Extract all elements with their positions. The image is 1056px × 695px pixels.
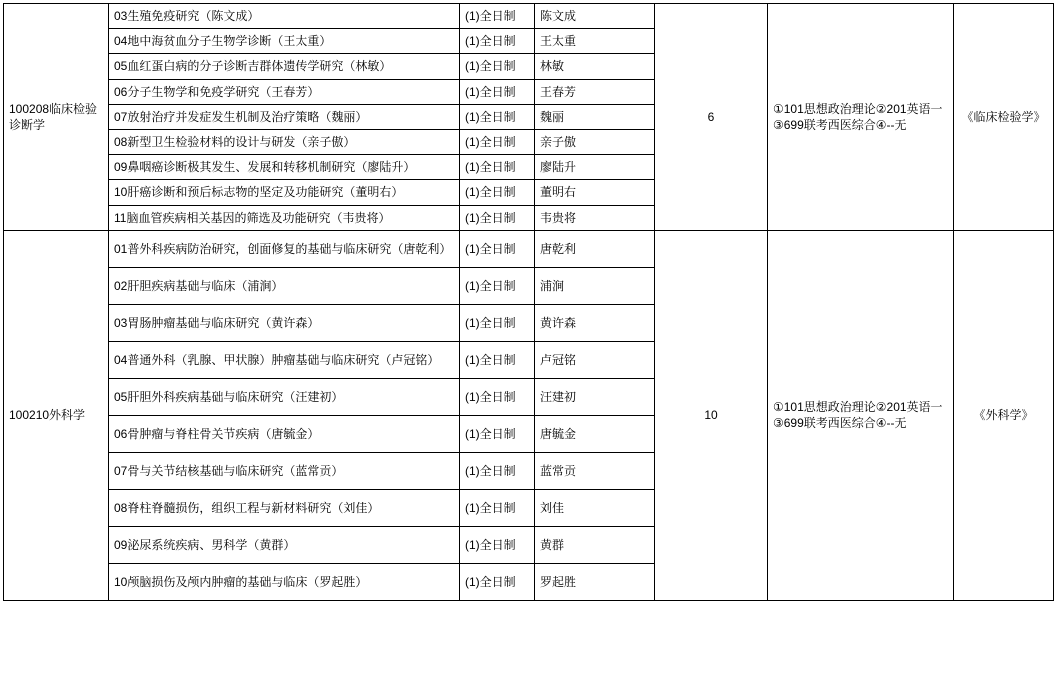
- admissions-table: [3, 3, 1054, 601]
- enrollment-cell: 10: [655, 230, 768, 600]
- direction-cell: 03生殖免疫研究（陈文成）: [109, 4, 460, 29]
- tutor-cell: 韦贵将: [535, 205, 655, 230]
- direction-cell: 05血红蛋白病的分子诊断吉群体遗传学研究（林敏）: [109, 54, 460, 79]
- study-mode-cell: (1)全日制: [460, 563, 535, 600]
- study-mode-cell: (1)全日制: [460, 205, 535, 230]
- study-mode-cell: (1)全日制: [460, 415, 535, 452]
- direction-cell: 10肝癌诊断和预后标志物的坚定及功能研究（董明右）: [109, 180, 460, 205]
- direction-cell: 07放射治疗并发症发生机制及治疗策略（魏丽）: [109, 104, 460, 129]
- tutor-cell: 廖陆升: [535, 155, 655, 180]
- direction-cell: 09泌尿系统疾病、男科学（黄群）: [109, 526, 460, 563]
- direction-cell: 11脑血管疾病相关基因的筛选及功能研究（韦贵将）: [109, 205, 460, 230]
- enrollment-cell: 6: [655, 4, 768, 231]
- direction-cell: 04地中海贫血分子生物学诊断（王太重）: [109, 29, 460, 54]
- table-body: [4, 4, 1054, 601]
- table-row: [4, 230, 1054, 267]
- tutor-cell: 黄许森: [535, 304, 655, 341]
- reference-book-cell: 《外科学》: [954, 230, 1054, 600]
- study-mode-cell: (1)全日制: [460, 452, 535, 489]
- direction-cell: 09鼻咽癌诊断极其发生、发展和转移机制研究（廖陆升）: [109, 155, 460, 180]
- study-mode-cell: (1)全日制: [460, 180, 535, 205]
- direction-cell: 02肝胆疾病基础与临床（浦涧）: [109, 267, 460, 304]
- exam-subjects-cell: ①101思想政治理论②201英语一③699联考西医综合④--无: [768, 4, 954, 231]
- study-mode-cell: (1)全日制: [460, 489, 535, 526]
- direction-cell: 08新型卫生检验材料的设计与研发（亲子傲）: [109, 129, 460, 154]
- direction-cell: 10颅脑损伤及颅内肿瘤的基础与临床（罗起胜）: [109, 563, 460, 600]
- major-cell: 100210外科学: [4, 230, 109, 600]
- document-page: [0, 3, 1056, 695]
- tutor-cell: 黄群: [535, 526, 655, 563]
- reference-book-cell: 《临床检验学》: [954, 4, 1054, 231]
- table-row: [4, 4, 1054, 29]
- tutor-cell: 唐毓金: [535, 415, 655, 452]
- tutor-cell: 蓝常贡: [535, 452, 655, 489]
- tutor-cell: 卢冠铭: [535, 341, 655, 378]
- study-mode-cell: (1)全日制: [460, 267, 535, 304]
- direction-cell: 04普通外科（乳腺、甲状腺）肿瘤基础与临床研究（卢冠铭）: [109, 341, 460, 378]
- tutor-cell: 林敏: [535, 54, 655, 79]
- study-mode-cell: (1)全日制: [460, 341, 535, 378]
- study-mode-cell: (1)全日制: [460, 378, 535, 415]
- tutor-cell: 浦涧: [535, 267, 655, 304]
- study-mode-cell: (1)全日制: [460, 230, 535, 267]
- tutor-cell: 刘佳: [535, 489, 655, 526]
- tutor-cell: 汪建初: [535, 378, 655, 415]
- study-mode-cell: (1)全日制: [460, 79, 535, 104]
- direction-cell: 01普外科疾病防治研究，创面修复的基础与临床研究（唐乾利）: [109, 230, 460, 267]
- study-mode-cell: (1)全日制: [460, 155, 535, 180]
- direction-cell: 06分子生物学和免疫学研究（王春芳）: [109, 79, 460, 104]
- study-mode-cell: (1)全日制: [460, 104, 535, 129]
- tutor-cell: 唐乾利: [535, 230, 655, 267]
- tutor-cell: 董明右: [535, 180, 655, 205]
- direction-cell: 05肝胆外科疾病基础与临床研究（汪建初）: [109, 378, 460, 415]
- study-mode-cell: (1)全日制: [460, 54, 535, 79]
- study-mode-cell: (1)全日制: [460, 4, 535, 29]
- tutor-cell: 王太重: [535, 29, 655, 54]
- study-mode-cell: (1)全日制: [460, 526, 535, 563]
- direction-cell: 07骨与关节结核基础与临床研究（蓝常贡）: [109, 452, 460, 489]
- major-cell: 100208临床检验诊断学: [4, 4, 109, 231]
- tutor-cell: 魏丽: [535, 104, 655, 129]
- direction-cell: 06骨肿瘤与脊柱骨关节疾病（唐毓金）: [109, 415, 460, 452]
- tutor-cell: 罗起胜: [535, 563, 655, 600]
- study-mode-cell: (1)全日制: [460, 129, 535, 154]
- direction-cell: 08脊柱脊髓损伤，组织工程与新材料研究（刘佳）: [109, 489, 460, 526]
- tutor-cell: 陈文成: [535, 4, 655, 29]
- study-mode-cell: (1)全日制: [460, 304, 535, 341]
- direction-cell: 03胃肠肿瘤基础与临床研究（黄许森）: [109, 304, 460, 341]
- study-mode-cell: (1)全日制: [460, 29, 535, 54]
- tutor-cell: 亲子傲: [535, 129, 655, 154]
- tutor-cell: 王春芳: [535, 79, 655, 104]
- exam-subjects-cell: ①101思想政治理论②201英语一③699联考西医综合④--无: [768, 230, 954, 600]
